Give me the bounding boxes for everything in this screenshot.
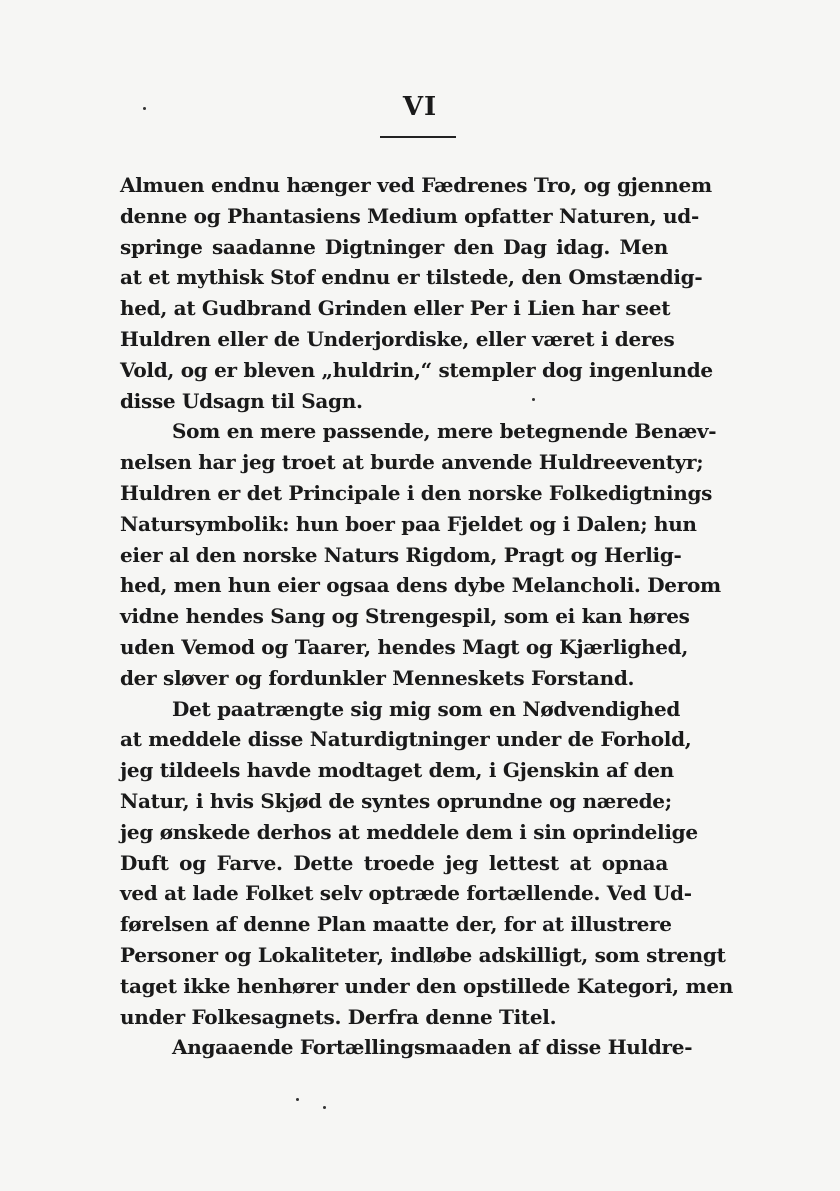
text-line: Personer og Lokaliteter, indløbe adskilligt, som strengt xyxy=(120,942,726,967)
text-line: førelsen af denne Plan maatte der, for at illustrere xyxy=(120,912,672,937)
text-line: denne og Phantasiens Medium opfatter Naturen, ud- xyxy=(120,203,699,228)
text-line: ved at lade Folket selv optræde fortællende. Ved Ud- xyxy=(120,881,692,906)
text-line: jeg tildeels havde modtaget dem, i Gjenskin af den xyxy=(120,758,674,783)
ink-speck xyxy=(296,1098,299,1101)
text-line: Angaaende Fortællingsmaaden af disse Huldre- xyxy=(172,1035,693,1060)
text-line: Som en mere passende, mere betegnende Benæv- xyxy=(172,419,717,444)
body-text xyxy=(120,170,733,1063)
text-line: uden Vemod og Taarer, hendes Magt og Kjærlighed, xyxy=(120,634,689,659)
text-line: Huldren eller de Underjordiske, eller været i deres xyxy=(120,326,675,351)
text-line: taget ikke henhører under den opstillede Kategori, men xyxy=(120,973,733,998)
text-line: Vold, og er bleven „huldrin,“ stempler dog ingenlunde xyxy=(120,357,713,382)
ink-speck xyxy=(323,1106,326,1109)
text-line: springe saadanne Digtninger den Dag idag. Men xyxy=(120,234,668,259)
text-line: hed, men hun eier ogsaa dens dybe Melancholi. Derom xyxy=(120,573,721,598)
text-line: hed, at Gudbrand Grinden eller Per i Lien har seet xyxy=(120,296,671,321)
text-line: Natur, i hvis Skjød de syntes oprundne og nærede; xyxy=(120,788,672,813)
text-line: vidne hendes Sang og Strengespil, som ei kan høres xyxy=(120,604,690,629)
text-line: Huldren er det Principale i den norske Folkedigtnings xyxy=(120,480,713,505)
text-line: at meddele disse Naturdigtninger under de Forhold, xyxy=(120,727,692,752)
text-line: disse Udsagn til Sagn. xyxy=(120,388,363,413)
text-line: Natursymbolik: hun boer paa Fjeldet og i Dalen; hun xyxy=(120,511,697,536)
text-line: Det paatrængte sig mig som en Nødvendighed xyxy=(172,696,681,721)
text-line: der sløver og fordunkler Menneskets Forstand. xyxy=(120,665,635,690)
text-line: Almuen endnu hænger ved Fædrenes Tro, og gjennem xyxy=(120,173,712,197)
header-rule xyxy=(380,136,456,138)
text-line: Duft og Farve. Dette troede jeg lettest at opnaa xyxy=(120,850,668,875)
text-line: jeg ønskede derhos at meddele dem i sin oprindelige xyxy=(120,819,698,844)
text-line: at et mythisk Stof endnu er tilstede, den Omstændig- xyxy=(120,265,703,290)
page-number: VI xyxy=(402,92,438,122)
text-line: nelsen har jeg troet at burde anvende Huldreeventyr; xyxy=(120,450,704,475)
text-line: under Folkesagnets. Derfra denne Titel. xyxy=(120,1004,557,1029)
text-line: eier al den norske Naturs Rigdom, Pragt og Herlig- xyxy=(120,542,682,567)
